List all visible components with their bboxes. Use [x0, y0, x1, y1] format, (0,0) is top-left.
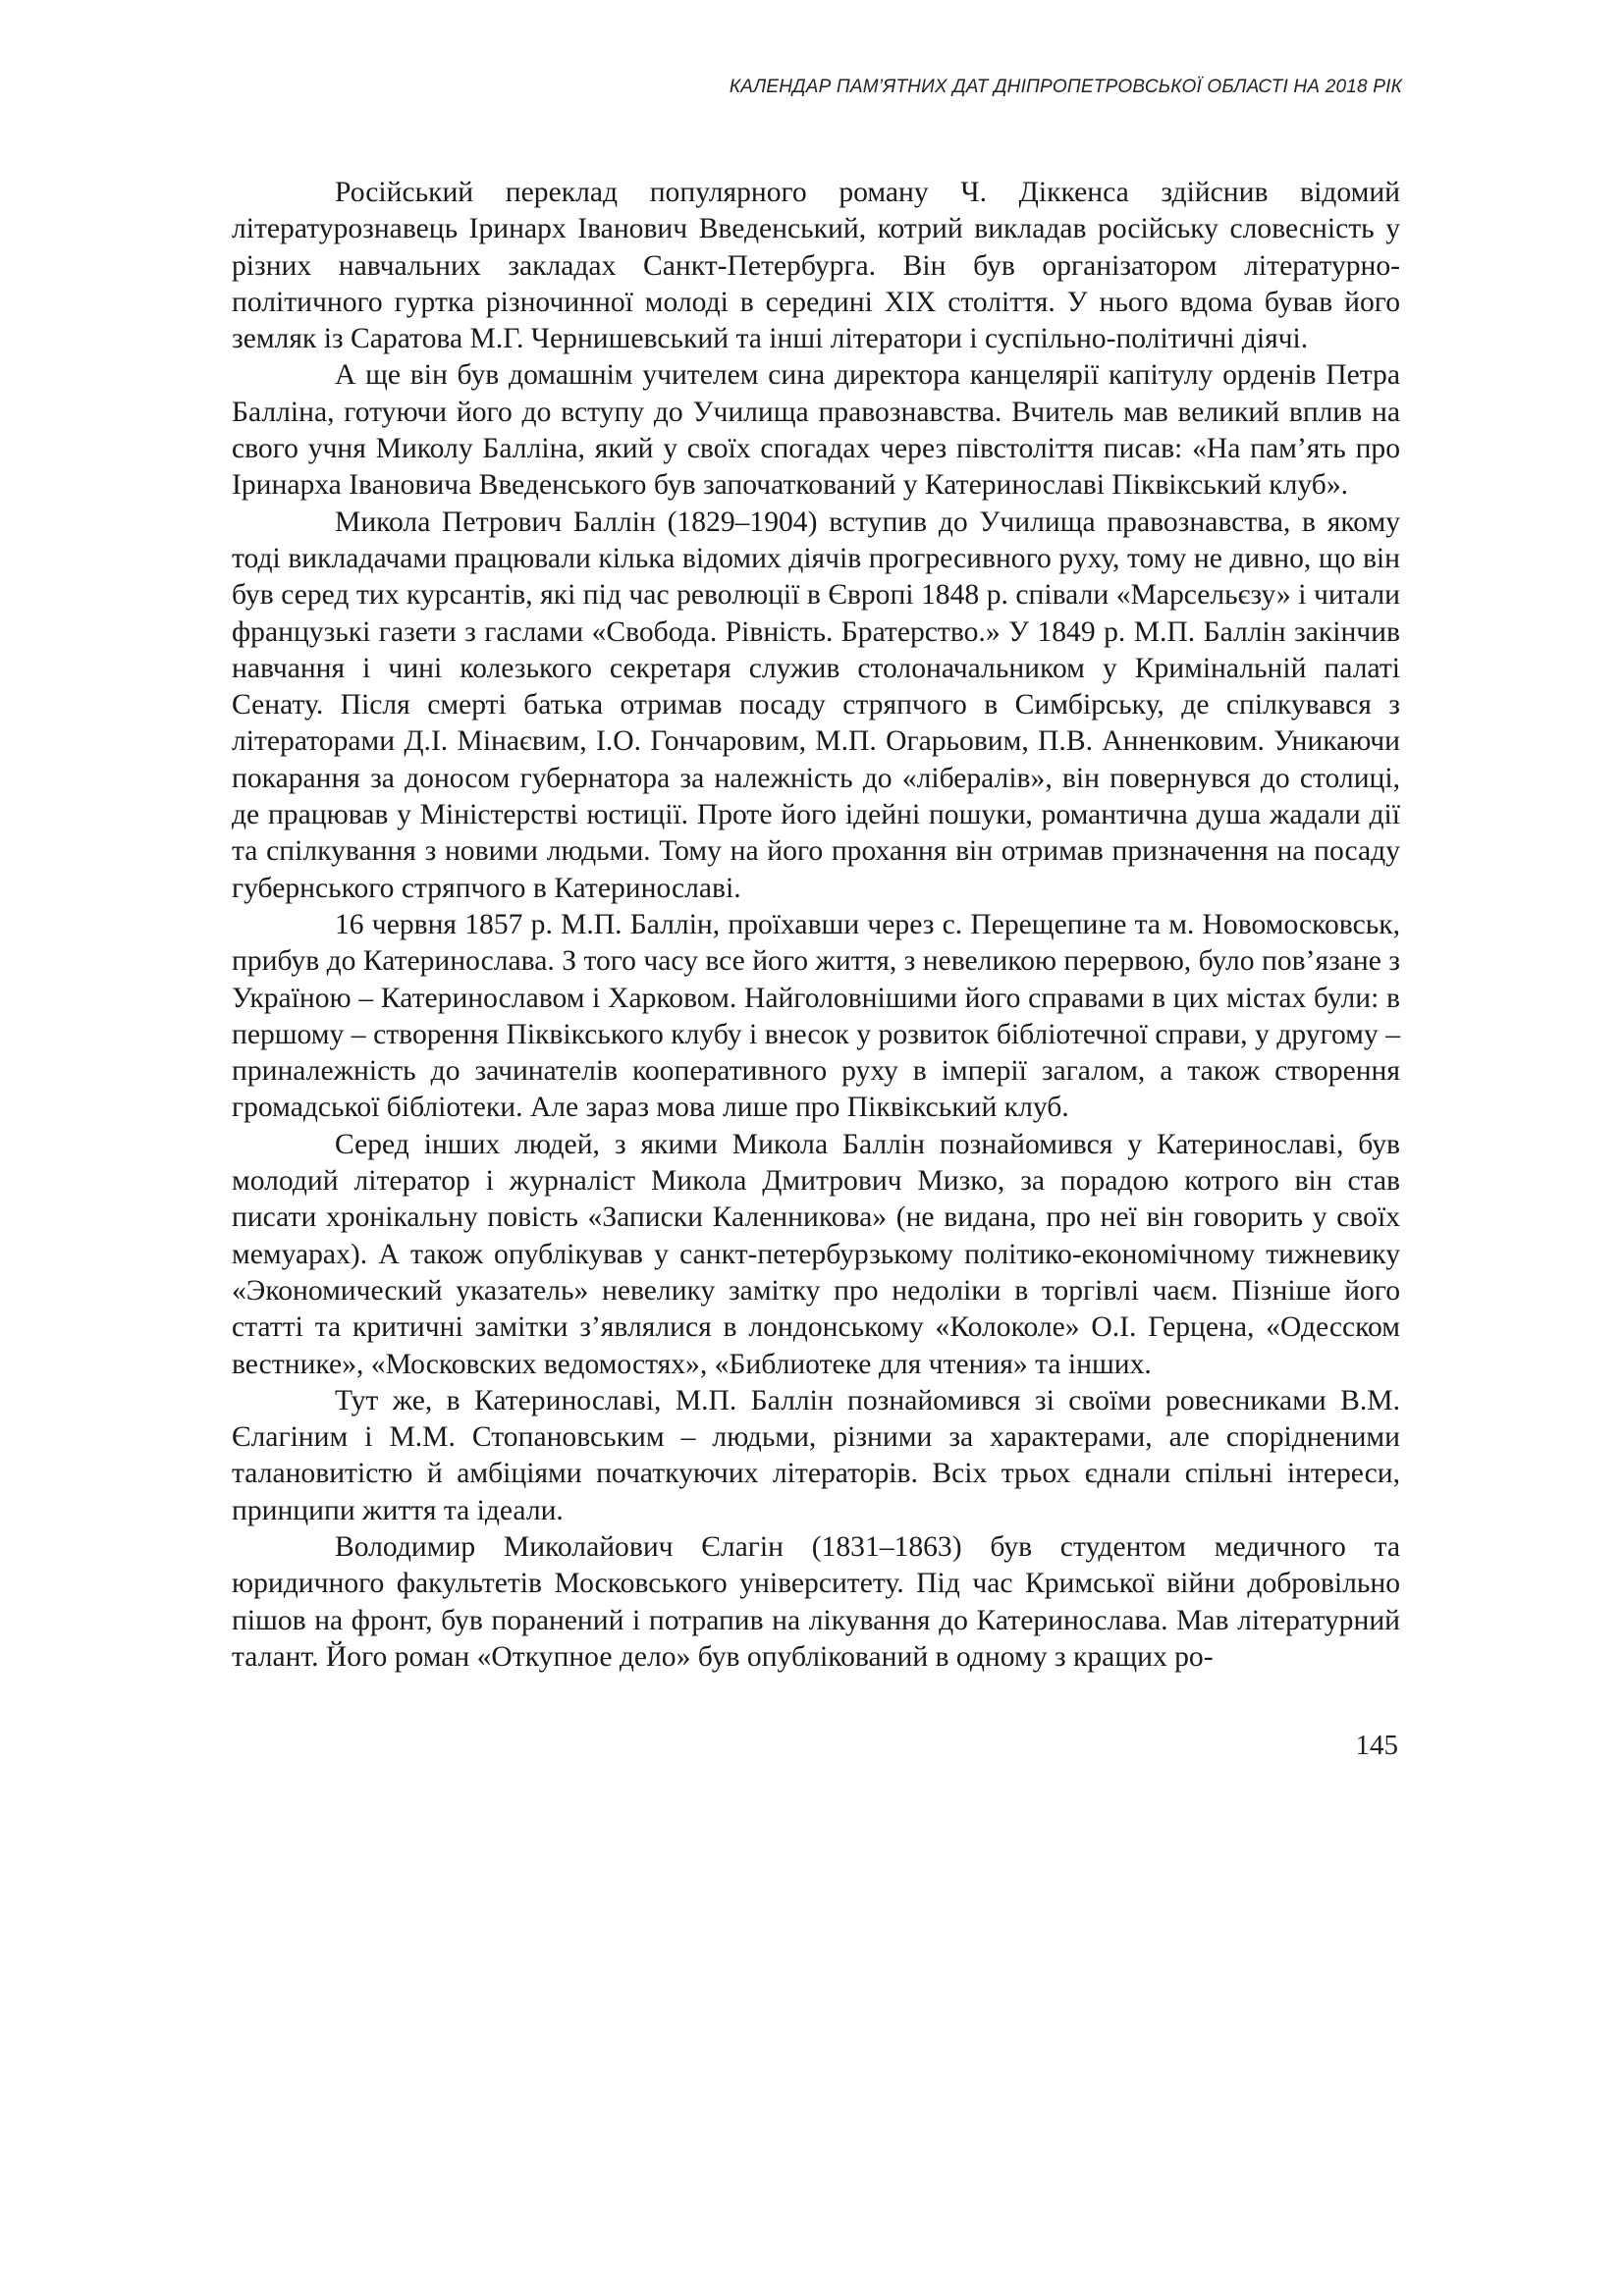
paragraph-3: Микола Петрович Баллін (1829–1904) вступив до Училища правознавства, в якому тоді викладачами працювали кілька відомих діячів прогресивного руху, тому не дивно, що він був серед тих курсантів, які під час революції в Європі 1848 р. співали «Марсельєзу» і читали французькі газети з гаслами «Свобода. Рівність. Братерство.» У 1849 р. М.П. Баллін закінчив навчання і чині колезького секретаря служив столоначальником у Кримінальній палаті Сенату. Після смерті батька отримав посаду стряпчого в Симбірську, де спілкувався з літераторами Д.І. Мінаєвим, І.О. Гончаровим, М.П. Огарьовим, П.В. Анненковим. Уникаючи покарання за доносом губернатора за належність до «лібералів», він повернувся до столиці, де працював у Міністерстві юстиції. Проте його ідейні пошуки, романтична душа жадали дії та спілкування з новими людьми. Тому на його прохання він отримав призначення на посаду губернського стряпчого в Катеринославі. — [232, 506, 1400, 904]
paragraph-5: Серед інших людей, з якими Микола Баллін познайомився у Катеринославі, був молодий літератор і журналіст Микола Дмитрович Мизко, за порадою котрого він став писати хронікальну повість «Записки Каленникова» (не видана, про неї він говорить у своїх мемуарах). А також опублікував у санкт-петербурзькому політико-економічному тижневику «Экономический указатель» невелику замітку про недоліки в торгівлі чаєм. Пізніше його статті та критичні замітки з’являлися в лондонському «Колоколе» О.І. Герцена, «Одесском вестнике», «Московских ведомостях», «Библиотеке для чтения» та інших. — [232, 1128, 1400, 1380]
paragraph-6: Тут же, в Катеринославі, М.П. Баллін познайомився зі своїми ровесниками В.М. Єлагіним і М.М. Стопановським – людьми, різними за характерами, але спорідненими талановитістю й амбіціями початкуючих літераторів. Всіх трьох єднали спільні інтереси, принципи життя та ідеали. — [232, 1384, 1400, 1526]
running-header: КАЛЕНДАР ПАМ’ЯТНИХ ДАТ ДНІПРОПЕТРОВСЬКОЇ ОБЛАСТІ НА 2018 РІК — [729, 77, 1402, 97]
page-body — [232, 175, 1400, 1676]
paragraph-7: Володимир Миколайович Єлагін (1831–1863) був студентом медичного та юридичного факультетів Московського університету. Під час Кримської війни добровільно пішов на фронт, був поранений і потрапив на лікування до Катеринослава. Мав літературний талант. Його роман «Откупное дело» був опублікований в одному з кращих ро- — [232, 1530, 1400, 1673]
paragraph-1: Російський переклад популярного роману Ч. Діккенса здійснив відомий літературознавець Іринарх Іванович Введенський, котрий викладав російську словесність у різних навчальних закладах Санкт-Петербурга. Він був організатором літературно-політичного гуртка різночинної молоді в середині XIX століття. У нього вдома бував його земляк із Саратова М.Г. Чернишевський та інші літератори і суспільно-політичні діячі. — [232, 177, 1400, 355]
paragraph-4: 16 червня 1857 р. М.П. Баллін, проїхавши через с. Перещепине та м. Новомосковськ, прибув до Катеринослава. З того часу все його життя, з невеликою перервою, було пов’язане з Україною – Катеринославом і Харковом. Найголовнішими його справами в цих містах були: в першому – створення Піквікського клубу і внесок у розвиток бібліотечної справи, у другому – приналежність до зачинателів кооперативного руху в імперії загалом, а також створення громадської бібліотеки. Але зараз мова лише про Піквікський клуб. — [232, 908, 1400, 1124]
page-number: 145 — [1355, 1730, 1398, 1761]
paragraph-2: А ще він був домашнім учителем сина директора канцелярії капітулу орденів Петра Балліна, готуючи його до вступу до Училища правознавства. Вчитель мав великий вплив на свого учня Миколу Балліна, який у своїх спогадах через півстоліття писав: «На пам’ять про Іринарха Івановича Введенського був започаткований у Катеринославі Піквікський клуб». — [232, 359, 1400, 502]
